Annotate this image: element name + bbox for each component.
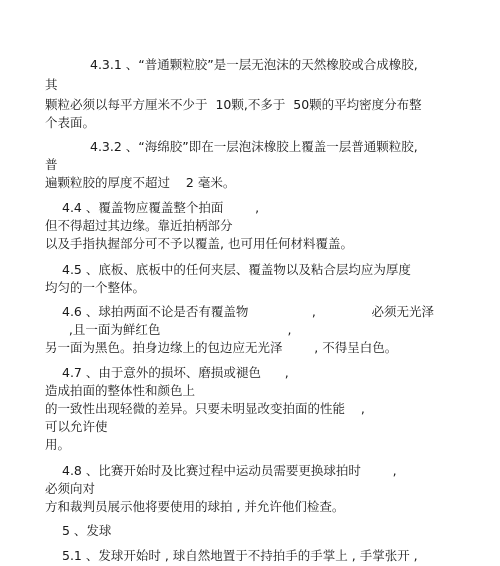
text-line: 必须向对 — [45, 481, 96, 496]
text-line: 均匀的一个整体。 — [45, 280, 146, 295]
text-line: 4.7 、由于意外的损坏、磨损或褪色 , — [62, 365, 289, 380]
text-line: 普 — [45, 157, 58, 172]
text-line: ,且一面为鲜红色 , — [45, 322, 292, 337]
text-line: 颗粒必须以每平方厘米不少于 10颗,不多于 50颗的平均密度分布整 — [45, 97, 422, 112]
text-line: 的一致性出现轻微的差异。只要未明显改变拍面的性能 , — [45, 401, 365, 416]
text-line: 4.5 、底板、底板中的任何夹层、覆盖物以及粘合层均应为厚度 — [62, 262, 411, 277]
text-line: 个表面。 — [45, 115, 96, 130]
text-line: 另一面为黑色。拍身边缘上的包边应无光泽 , 不得呈白色。 — [45, 340, 398, 355]
text-line: 遍颗粒胶的厚度不超过 2 毫米。 — [45, 175, 236, 190]
text-line: 可以允许使 — [45, 419, 108, 434]
text-line: 其 — [45, 77, 58, 92]
text-line: 5.1 、发球开始时 , 球自然地置于不持拍手的手掌上 , 手掌张开 , — [62, 548, 418, 563]
text-line: 但不得超过其边缘。靠近拍柄部分 — [45, 218, 233, 233]
section-heading: 5 、发球 — [62, 523, 112, 538]
text-line: 4.6 、球拍两面不论是否有覆盖物 , 必须无光泽 — [62, 304, 435, 319]
text-line: 4.3.1 、“普通颗粒胶”是一层无泡沫的天然橡胶或合成橡胶, — [90, 57, 418, 72]
text-line: 以及手指执握部分可不予以覆盖, 也可用任何材料覆盖。 — [45, 236, 353, 251]
text-line: 4.4 、覆盖物应覆盖整个拍面 , — [62, 200, 260, 215]
text-line: 4.8 、比赛开始时及比赛过程中运动员需要更换球拍时 , — [62, 463, 397, 478]
text-line: 造成拍面的整体性和颜色上 — [45, 383, 196, 398]
text-line: 4.3.2 、“海绵胶”即在一层泡沫橡胶上覆盖一层普通颗粒胶, — [90, 139, 418, 154]
text-line: 用。 — [45, 437, 71, 452]
text-line: 方和裁判员展示他将要使用的球拍 , 并允许他们检查。 — [45, 499, 345, 514]
